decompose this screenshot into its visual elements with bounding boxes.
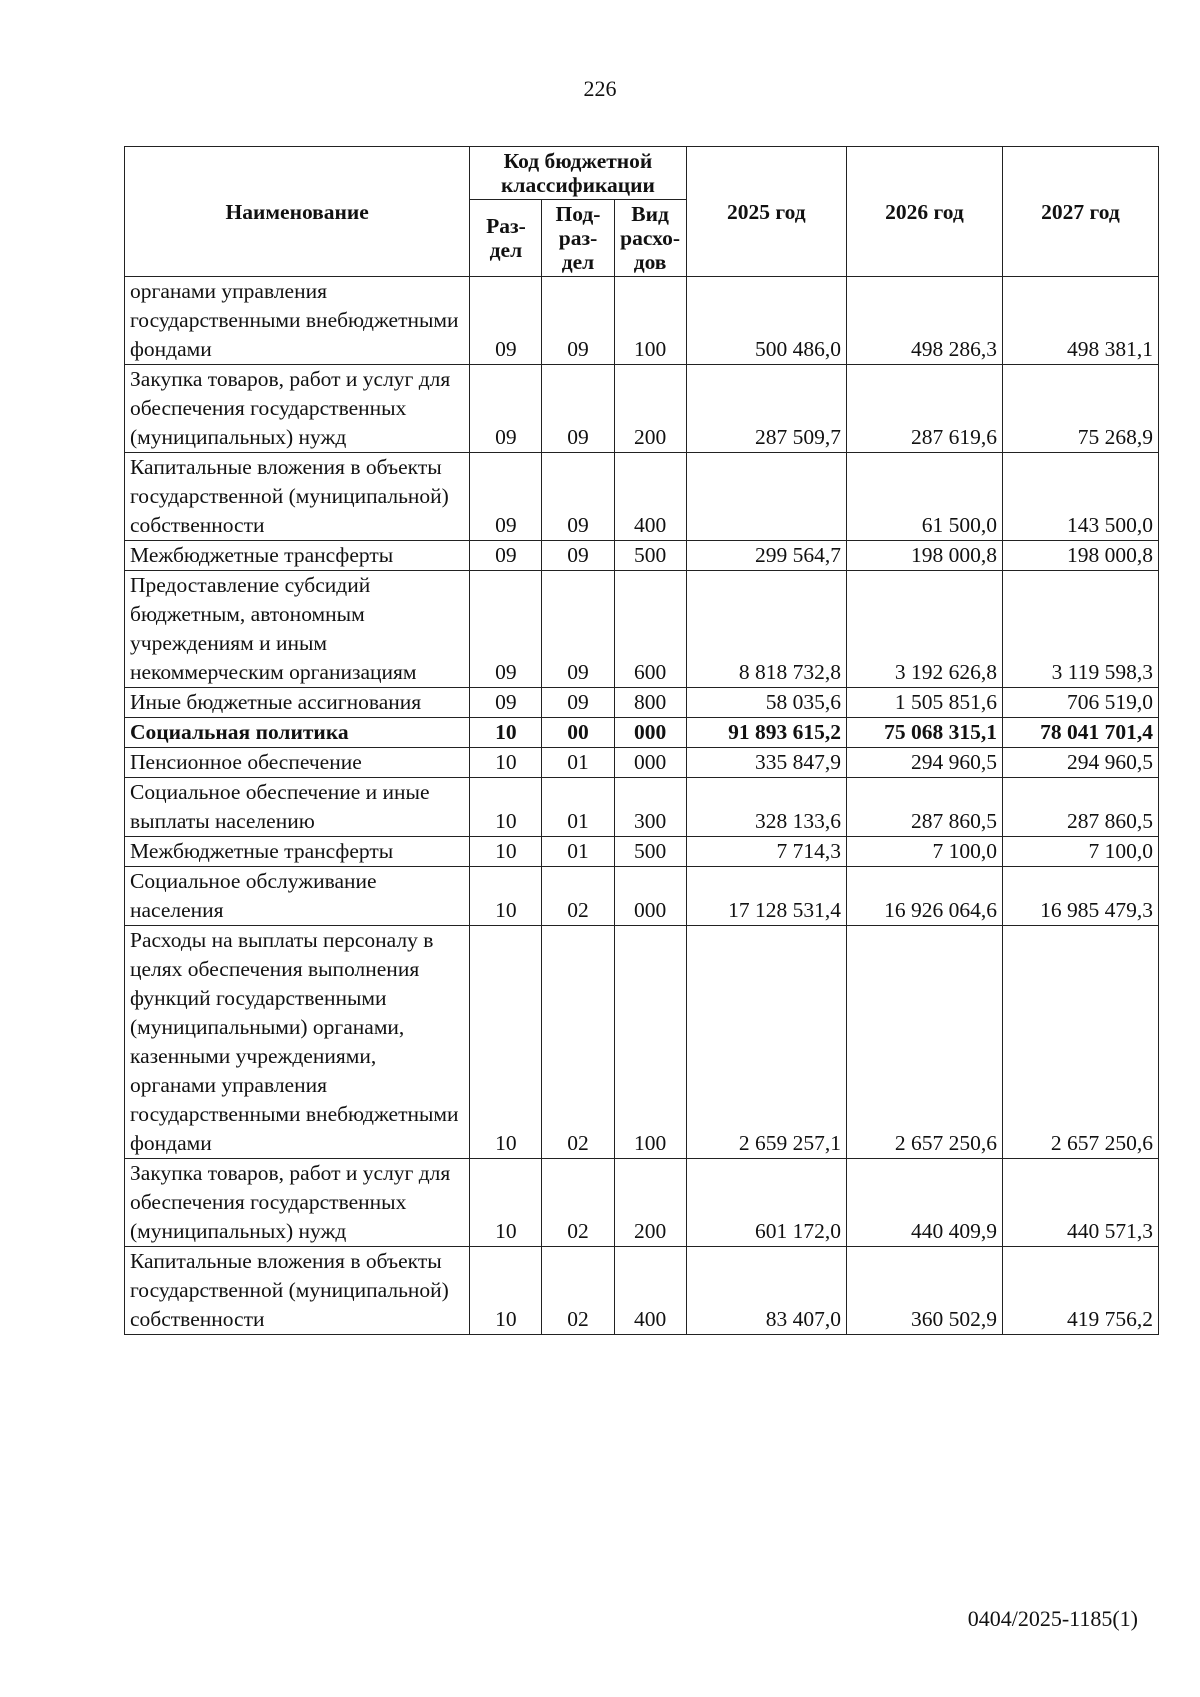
cell-y2026: 3 192 626,8 — [846, 571, 1002, 688]
cell-vid: 500 — [614, 541, 686, 571]
cell-razdel: 10 — [470, 1159, 542, 1247]
cell-vid: 300 — [614, 778, 686, 837]
table-row — [125, 365, 1159, 453]
cell-podrazdel: 09 — [542, 688, 614, 718]
table-row — [125, 541, 1159, 571]
cell-y2025: 299 564,7 — [686, 541, 846, 571]
cell-y2026: 1 505 851,6 — [846, 688, 1002, 718]
cell-y2027: 75 268,9 — [1002, 365, 1158, 453]
cell-name: Пенсионное обеспечение — [125, 748, 470, 778]
cell-razdel: 10 — [470, 926, 542, 1159]
table-header — [125, 147, 1159, 277]
cell-podrazdel: 09 — [542, 571, 614, 688]
cell-y2027: 287 860,5 — [1002, 778, 1158, 837]
cell-razdel: 10 — [470, 837, 542, 867]
table-row — [125, 837, 1159, 867]
cell-vid: 000 — [614, 748, 686, 778]
cell-y2027: 3 119 598,3 — [1002, 571, 1158, 688]
page-number: 226 — [583, 76, 617, 101]
cell-y2025 — [686, 453, 846, 541]
cell-y2027: 198 000,8 — [1002, 541, 1158, 571]
table-row — [125, 453, 1159, 541]
table-row — [125, 1247, 1159, 1335]
header-podrazdel: Под- раз- дел — [542, 200, 614, 277]
cell-y2025: 328 133,6 — [686, 778, 846, 837]
header-row-top — [125, 147, 1159, 200]
cell-name: Иные бюджетные ассигнования — [125, 688, 470, 718]
cell-podrazdel: 02 — [542, 867, 614, 926]
cell-y2026: 75 068 315,1 — [846, 718, 1002, 748]
cell-y2027: 7 100,0 — [1002, 837, 1158, 867]
cell-razdel: 10 — [470, 1247, 542, 1335]
cell-podrazdel: 09 — [542, 541, 614, 571]
cell-y2027: 294 960,5 — [1002, 748, 1158, 778]
cell-name: Капитальные вложения в объекты государственной (муниципальной) собственности — [125, 1247, 470, 1335]
cell-name: Социальное обслуживание населения — [125, 867, 470, 926]
cell-name: Капитальные вложения в объекты государственной (муниципальной) собственности — [125, 453, 470, 541]
cell-vid: 800 — [614, 688, 686, 718]
cell-podrazdel: 02 — [542, 926, 614, 1159]
cell-name: Закупка товаров, работ и услуг для обеспечения государственных (муниципальных) нужд — [125, 365, 470, 453]
cell-y2025: 58 035,6 — [686, 688, 846, 718]
cell-razdel: 10 — [470, 867, 542, 926]
table-row — [125, 277, 1159, 365]
cell-podrazdel: 01 — [542, 778, 614, 837]
cell-name: органами управления государственными внебюджетными фондами — [125, 277, 470, 365]
cell-y2026: 287 619,6 — [846, 365, 1002, 453]
cell-y2027: 440 571,3 — [1002, 1159, 1158, 1247]
cell-name: Межбюджетные трансферты — [125, 541, 470, 571]
cell-y2027: 16 985 479,3 — [1002, 867, 1158, 926]
cell-y2026: 440 409,9 — [846, 1159, 1002, 1247]
cell-podrazdel: 09 — [542, 277, 614, 365]
cell-razdel: 09 — [470, 453, 542, 541]
cell-vid: 600 — [614, 571, 686, 688]
cell-podrazdel: 01 — [542, 748, 614, 778]
cell-vid: 000 — [614, 718, 686, 748]
cell-podrazdel: 01 — [542, 837, 614, 867]
table-row — [125, 1159, 1159, 1247]
header-2025: 2025 год — [686, 147, 846, 277]
cell-razdel: 10 — [470, 778, 542, 837]
cell-vid: 500 — [614, 837, 686, 867]
cell-name: Межбюджетные трансферты — [125, 837, 470, 867]
table-row — [125, 926, 1159, 1159]
cell-podrazdel: 09 — [542, 453, 614, 541]
cell-razdel: 10 — [470, 718, 542, 748]
cell-podrazdel: 02 — [542, 1159, 614, 1247]
document-id: 0404/2025-1185(1) — [967, 1606, 1138, 1631]
cell-y2025: 83 407,0 — [686, 1247, 846, 1335]
cell-y2026: 294 960,5 — [846, 748, 1002, 778]
cell-y2025: 335 847,9 — [686, 748, 846, 778]
cell-vid: 400 — [614, 1247, 686, 1335]
cell-vid: 100 — [614, 926, 686, 1159]
table-body — [125, 277, 1159, 1335]
cell-y2027: 419 756,2 — [1002, 1247, 1158, 1335]
cell-razdel: 09 — [470, 541, 542, 571]
table-row — [125, 748, 1159, 778]
cell-y2025: 17 128 531,4 — [686, 867, 846, 926]
cell-y2026: 360 502,9 — [846, 1247, 1002, 1335]
cell-podrazdel: 02 — [542, 1247, 614, 1335]
cell-razdel: 10 — [470, 748, 542, 778]
table-row — [125, 571, 1159, 688]
cell-y2025: 7 714,3 — [686, 837, 846, 867]
cell-name: Расходы на выплаты персоналу в целях обеспечения выполнения функций государственными (муниципальными) органами, казенными учреждениями, органами управления государственными внебюджетными фондами — [125, 926, 470, 1159]
cell-y2025: 287 509,7 — [686, 365, 846, 453]
cell-y2025: 2 659 257,1 — [686, 926, 846, 1159]
cell-razdel: 09 — [470, 571, 542, 688]
header-name: Наименование — [125, 147, 470, 277]
cell-name: Социальное обеспечение и иные выплаты населению — [125, 778, 470, 837]
header-2026: 2026 год — [846, 147, 1002, 277]
cell-y2027: 78 041 701,4 — [1002, 718, 1158, 748]
cell-y2026: 2 657 250,6 — [846, 926, 1002, 1159]
table-row — [125, 867, 1159, 926]
table-row — [125, 718, 1159, 748]
cell-name: Закупка товаров, работ и услуг для обеспечения государственных (муниципальных) нужд — [125, 1159, 470, 1247]
cell-y2027: 498 381,1 — [1002, 277, 1158, 365]
cell-vid: 200 — [614, 1159, 686, 1247]
cell-y2026: 198 000,8 — [846, 541, 1002, 571]
cell-vid: 200 — [614, 365, 686, 453]
cell-y2026: 61 500,0 — [846, 453, 1002, 541]
cell-razdel: 09 — [470, 688, 542, 718]
cell-podrazdel: 00 — [542, 718, 614, 748]
cell-y2025: 500 486,0 — [686, 277, 846, 365]
cell-y2027: 706 519,0 — [1002, 688, 1158, 718]
cell-y2027: 143 500,0 — [1002, 453, 1158, 541]
cell-y2026: 16 926 064,6 — [846, 867, 1002, 926]
cell-y2025: 91 893 615,2 — [686, 718, 846, 748]
header-2027: 2027 год — [1002, 147, 1158, 277]
header-razdel: Раз- дел — [470, 200, 542, 277]
header-code-group: Код бюджетной классификации — [470, 147, 686, 200]
cell-y2025: 8 818 732,8 — [686, 571, 846, 688]
table-row — [125, 688, 1159, 718]
table-row — [125, 778, 1159, 837]
cell-name: Предоставление субсидий бюджетным, автономным учреждениям и иным некоммерческим организациям — [125, 571, 470, 688]
cell-y2027: 2 657 250,6 — [1002, 926, 1158, 1159]
cell-podrazdel: 09 — [542, 365, 614, 453]
cell-razdel: 09 — [470, 365, 542, 453]
cell-y2026: 498 286,3 — [846, 277, 1002, 365]
cell-name: Социальная политика — [125, 718, 470, 748]
budget-table — [124, 146, 1159, 1335]
header-vid: Вид расхо- дов — [614, 200, 686, 277]
cell-razdel: 09 — [470, 277, 542, 365]
cell-vid: 400 — [614, 453, 686, 541]
cell-vid: 100 — [614, 277, 686, 365]
cell-y2026: 7 100,0 — [846, 837, 1002, 867]
cell-y2026: 287 860,5 — [846, 778, 1002, 837]
cell-y2025: 601 172,0 — [686, 1159, 846, 1247]
cell-vid: 000 — [614, 867, 686, 926]
